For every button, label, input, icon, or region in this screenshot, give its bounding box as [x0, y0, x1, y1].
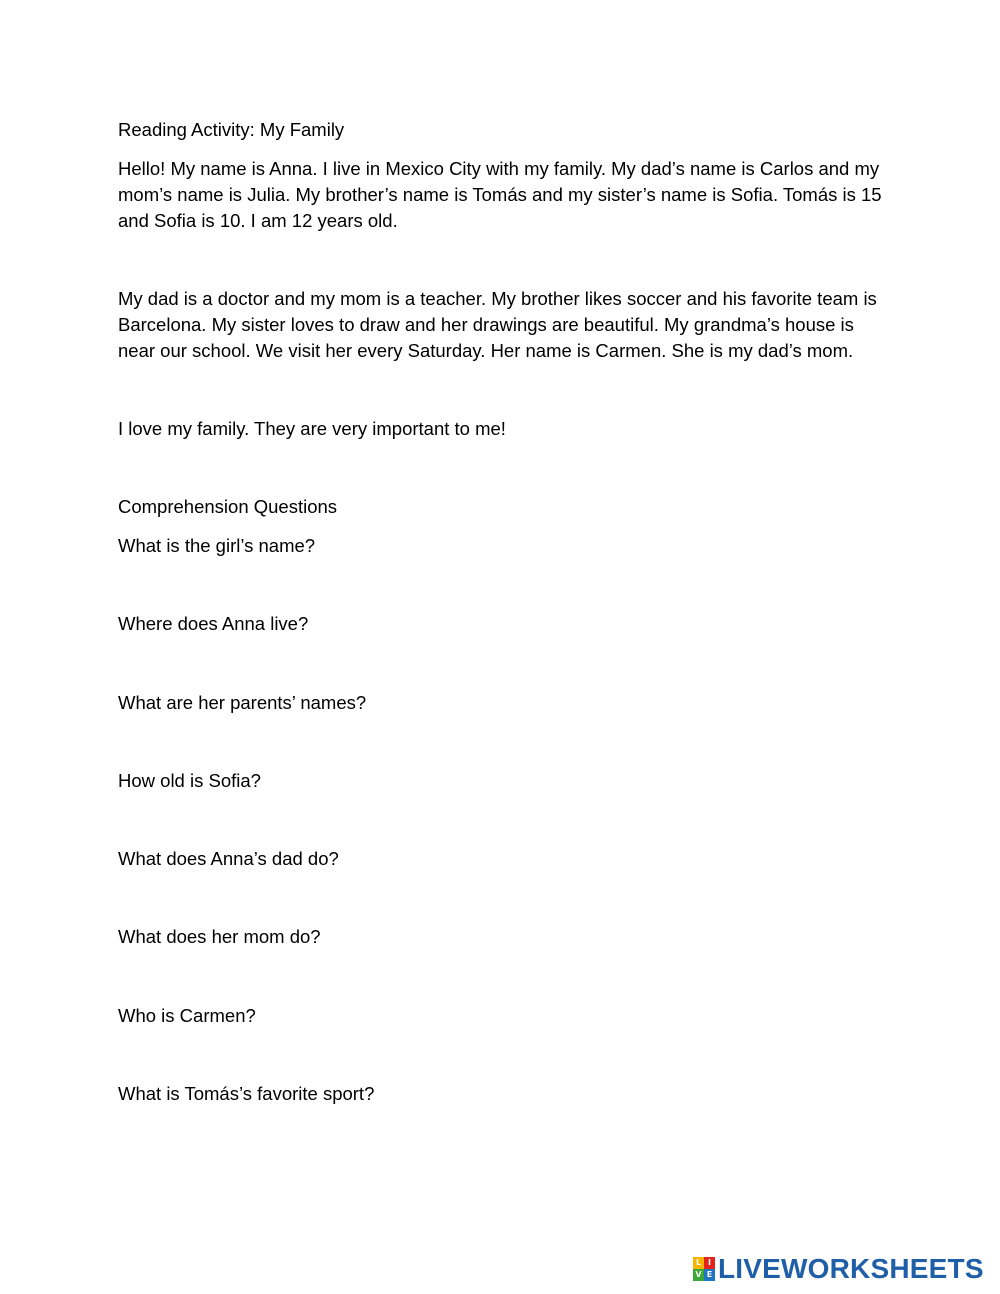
question-item: How old is Sofia?	[118, 769, 261, 791]
story-paragraph-2: My dad is a doctor and my mom is a teacher. My brother likes soccer and his favorite team is Barcelona. My sister loves to draw and her drawings are beautiful. My grandma’s house is near our school. We visit her every Saturday. Her name is Carmen. She is my dad’s mom.	[118, 288, 877, 361]
question-item: What does Anna’s dad do?	[118, 848, 339, 870]
question-item: Who is Carmen?	[118, 1004, 256, 1026]
question-item: What are her parents’ names?	[118, 691, 367, 713]
liveworksheets-logo	[693, 1254, 984, 1284]
question-item: Where does Anna live?	[118, 613, 309, 635]
questions-list	[118, 533, 888, 1107]
question-item: What is the girl’s name?	[118, 535, 316, 556]
story-paragraph-1: Hello! My name is Anna. I live in Mexico City with my family. My dad’s name is Carlos and my mom’s name is Julia. My brother’s name is Tomás and my sister’s name is Sofia. Tomás is 15 and Sofia is 10. I am 12 years old.	[118, 158, 882, 231]
story-paragraph-3: I love my family. They are very important to me!	[118, 418, 506, 439]
question-item: What does her mom do?	[118, 926, 321, 948]
worksheet-title: Reading Activity: My Family	[118, 119, 345, 140]
worksheet-page	[118, 117, 888, 1159]
logo-mark-icon: L I V E	[693, 1257, 715, 1281]
logo-text: LIVEWORKSHEETS	[718, 1253, 984, 1284]
questions-heading: Comprehension Questions	[118, 496, 338, 517]
question-item: What is Tomás’s favorite sport?	[118, 1083, 375, 1105]
